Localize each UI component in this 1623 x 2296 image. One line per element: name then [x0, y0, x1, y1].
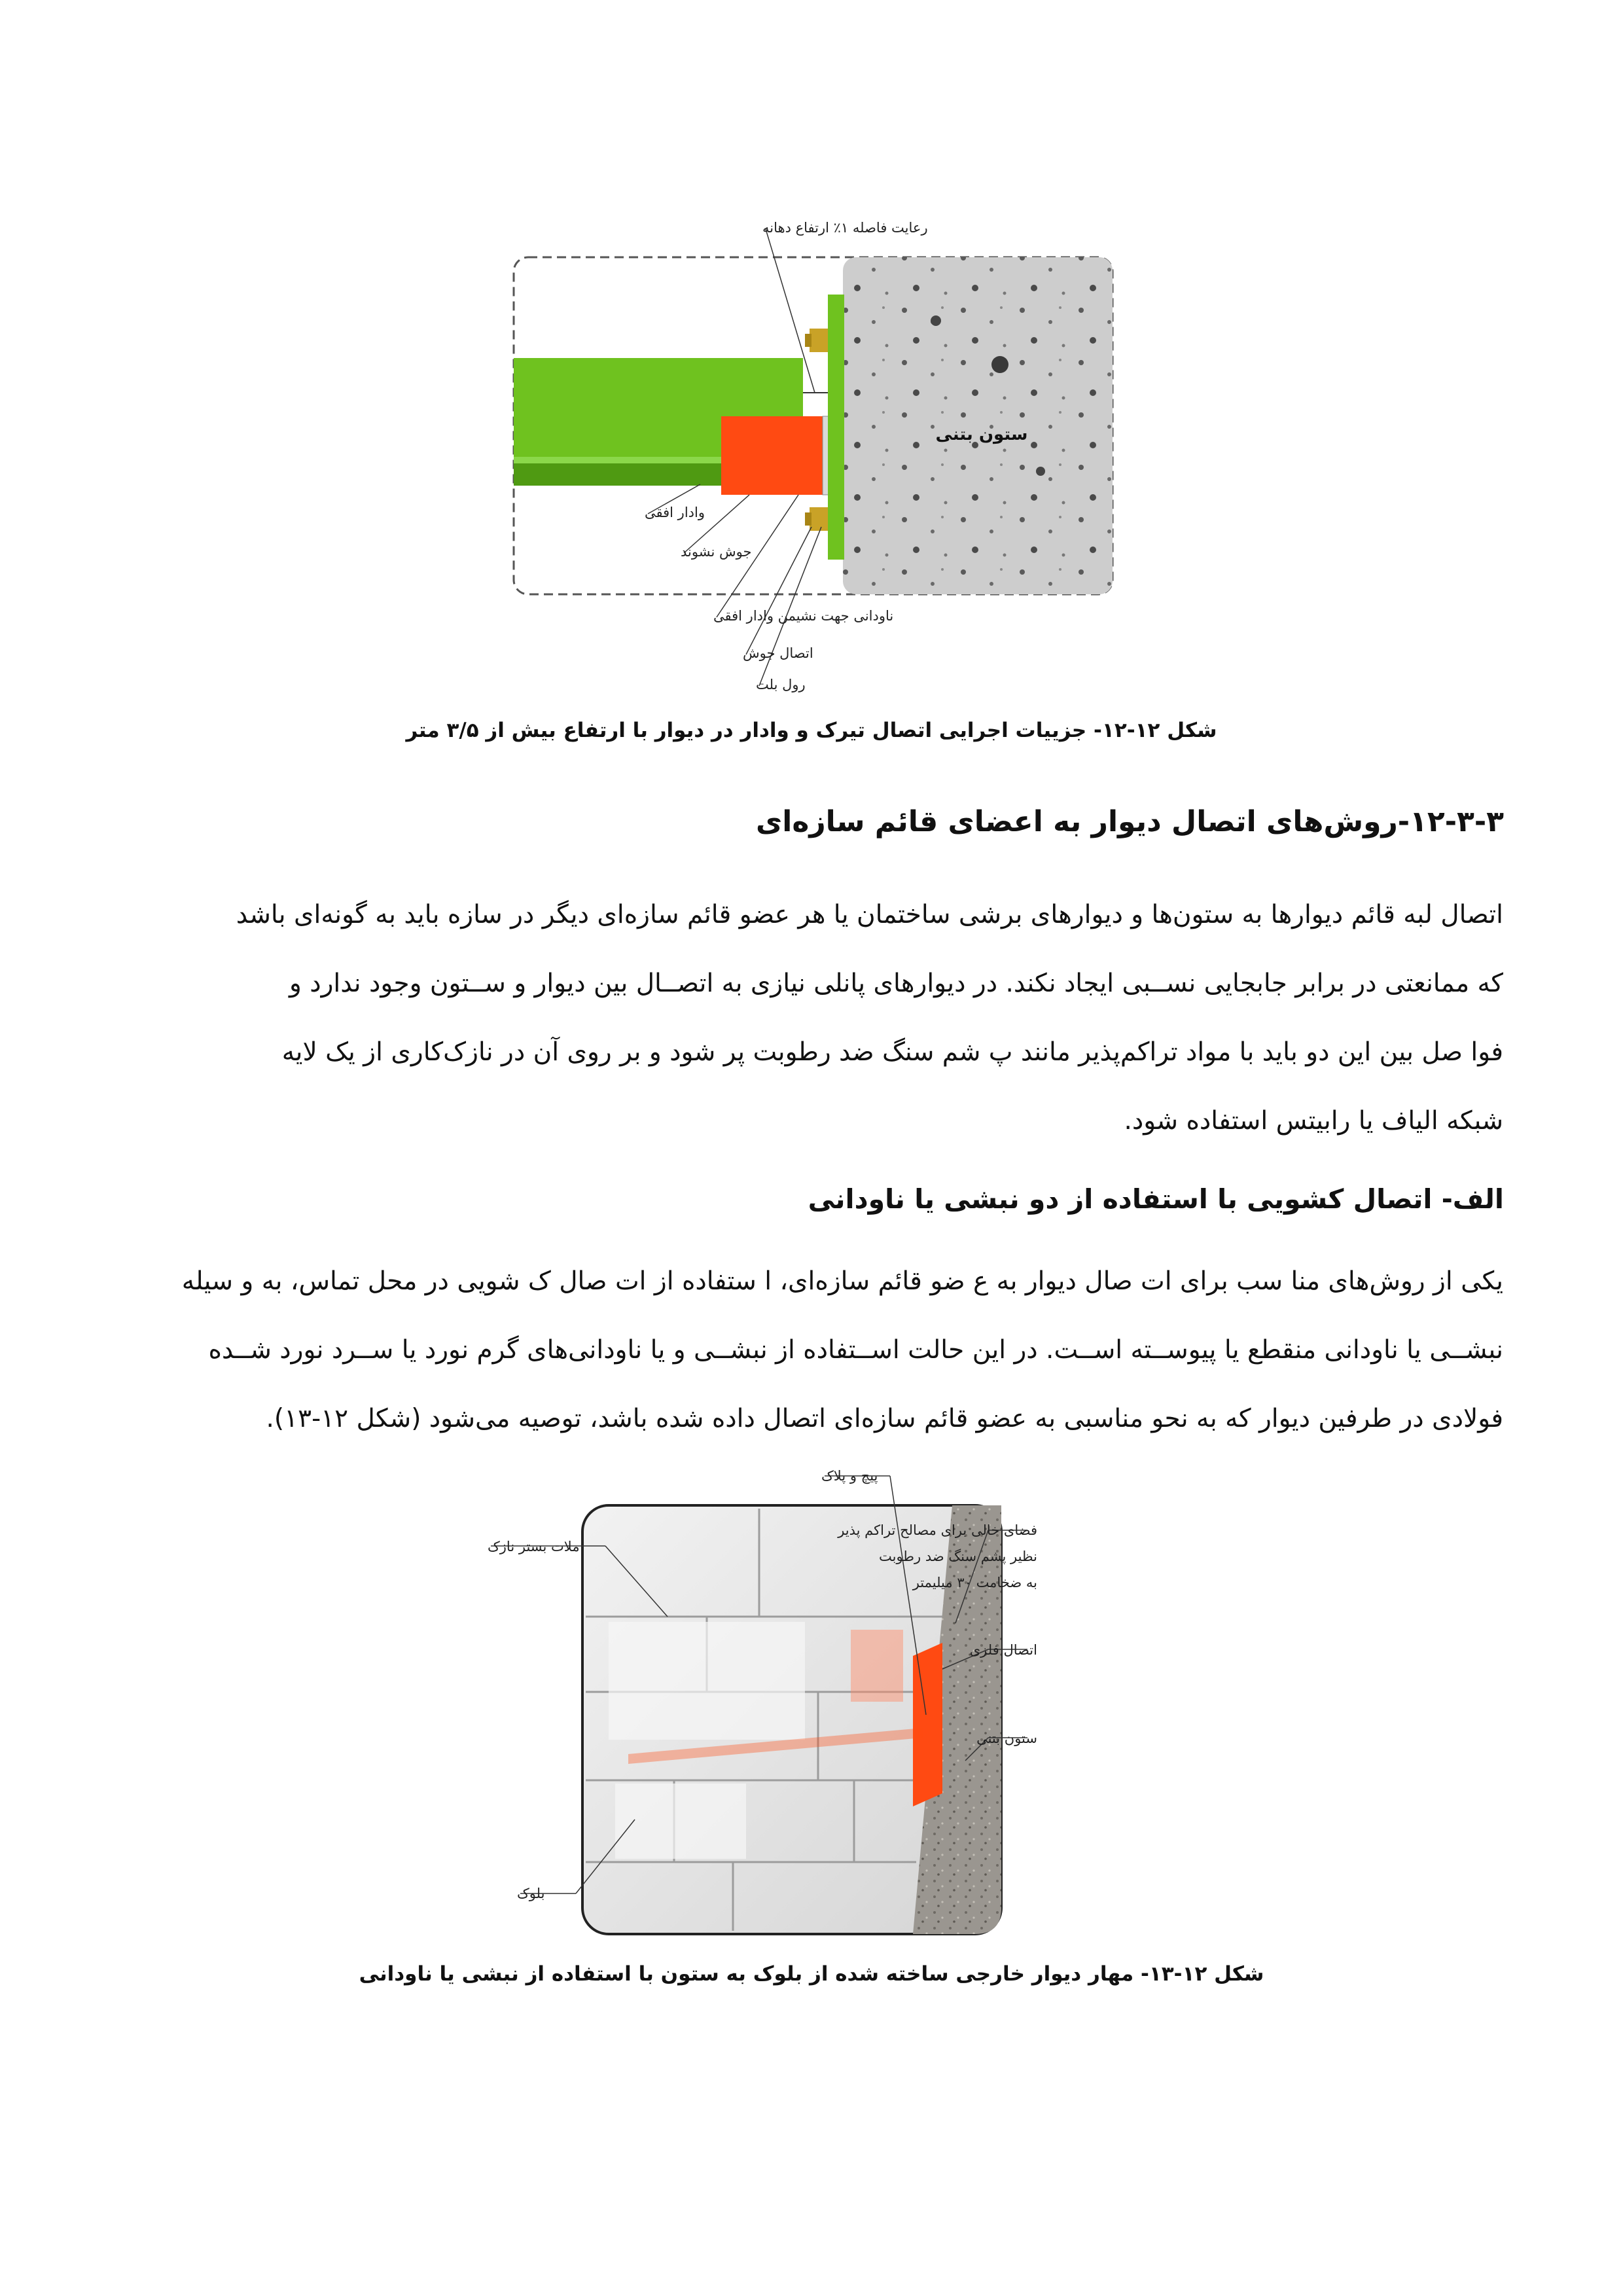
- vertical-plate: [828, 295, 844, 560]
- label-horizontal-strut: وادار افقی: [645, 505, 705, 520]
- bolt-top: [805, 329, 828, 352]
- label-bolt: رول بلت: [756, 677, 806, 692]
- paragraph-line: فولادی در طرفین دیوار که به نحو مناسبی به عضو قائم سازه‌ای اتصال داده شده باشد، توصیه می‌شود (شکل ۱۲-۱۳).: [266, 1404, 1503, 1433]
- label-column: ستون بتنی: [976, 1731, 1037, 1746]
- label-block: بلوک: [517, 1886, 545, 1901]
- figure-block-wall-anchor: [366, 1453, 1270, 1950]
- label-weld-connection: اتصال جوش: [743, 645, 813, 661]
- figure2-caption: شکل ۱۲-۱۳- مهار دیوار خارجی ساخته شده از بلوک به ستون با استفاده از نبشی یا ناودانی: [359, 1962, 1264, 1986]
- label-weld: جوش نشوند: [681, 544, 752, 560]
- label-screw-plug: پیچ و پلاک: [821, 1468, 878, 1484]
- figure1-caption: شکل ۱۲-۱۲- جزییات اجرایی اتصال تیرک و وادار در دیوار با ارتفاع بیش از ۳/۵ متر: [406, 719, 1217, 742]
- label-channel: ناودانی جهت نشیمن وادار افقی: [713, 608, 894, 624]
- label-column: ستون بتنی: [935, 425, 1028, 444]
- label-spacing: رعایت فاصله ۱٪ ارتفاع دهانه: [762, 220, 928, 236]
- label-metal-connector: اتصال فلزی: [969, 1642, 1037, 1658]
- paragraph-line: فوا صل بین این دو باید با مواد تراکم‌پذیر مانند پ شم سنگ ضد رطوبت پر شود و بر روی آن در نازک‌کاری از یک لایه: [281, 1037, 1503, 1067]
- paragraph-line: شبکه الیاف یا رابیتس استفاده شود.: [1124, 1106, 1503, 1136]
- subsection-paragraph: [121, 1247, 1503, 1453]
- label-mortar: ملات بستر نازک: [488, 1539, 580, 1554]
- section-heading: ۱۲-۳-۳-روش‌های اتصال دیوار به اعضای قائم سازه‌ای: [755, 805, 1504, 838]
- figure-beam-connection-detail: [484, 196, 1152, 707]
- paragraph-line: نبشــی یا ناودانی منقطع یا پیوســته اســت. در این حالت اســتفاده از نبشــی و یا ناودانی‌های گرم نورد یا ســرد نورد شــده: [208, 1335, 1503, 1365]
- section-paragraph: [121, 880, 1503, 1155]
- bolt-bottom: [805, 507, 828, 531]
- subsection-heading: الف- اتصال کشویی با استفاده از دو نبشی یا ناودانی: [808, 1183, 1504, 1215]
- label-gap-line3: به ضخامت ۳۰ میلیمتر: [912, 1575, 1037, 1590]
- channel-plate: [721, 416, 823, 495]
- paragraph-line: که ممانعتی در برابر جابجایی نســبی ایجاد نکند. در دیوارهای پانلی نیازی به اتصــال بین دیوار و ســتون وجود ندارد و: [289, 969, 1503, 998]
- label-gap-line2: نظیر پشم سنگ ضد رطوبت: [878, 1549, 1037, 1564]
- paragraph-line: اتصال لبه قائم دیوارها به ستون‌ها و دیوارهای برشی ساختمان یا هر عضو قائم سازه‌ای دیگر در سازه باید به گونه‌ای باشد: [236, 900, 1503, 929]
- paragraph-line: یکی از روش‌های منا سب برای ات صال دیوار به ع ضو قائم سازه‌ای، ا ستفاده از ات صال ک شویی در محل تماس، به و سیله: [181, 1266, 1503, 1296]
- label-gap-line1: فضای خالی برای مصالح تراکم پذیر: [838, 1522, 1037, 1538]
- metal-connector: [913, 1643, 942, 1806]
